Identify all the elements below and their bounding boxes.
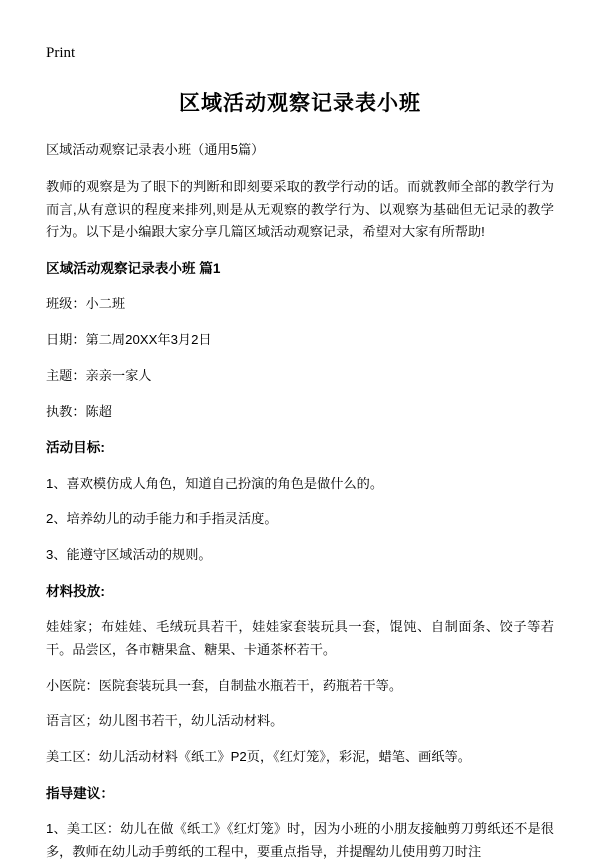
print-link[interactable]: Print — [46, 45, 76, 61]
goals-heading: 活动目标: — [46, 440, 105, 456]
goal-item: 3、能遵守区域活动的规则。 — [46, 547, 212, 563]
guidance-item: 1、美工区：幼儿在做《纸工》《红灯笼》时，因为小班的小朋友接触剪刀剪纸还不是很多，教师在幼儿动手剪纸的工程中，要重点指导，并提醒幼儿使用剪刀时注 — [46, 821, 554, 859]
goal-item: 2、培养幼儿的动手能力和手指灵活度。 — [46, 511, 278, 527]
section-heading-1: 区域活动观察记录表小班 篇1 — [46, 261, 221, 277]
record-field-date: 日期：第二周20XX年3月2日 — [46, 332, 212, 348]
record-field-class: 班级：小二班 — [46, 296, 126, 312]
guidance-heading: 指导建议： — [46, 785, 114, 801]
page-title: 区域活动观察记录表小班 — [179, 92, 421, 115]
document-subtitle: 区域活动观察记录表小班（通用5篇） — [46, 142, 265, 158]
material-item: 娃娃家；布娃娃、毛绒玩具若干，娃娃家套装玩具一套，馄饨、自制面条、饺子等若干。品尝区，各市糖果盒、糖果、卡通茶杯若干。 — [46, 619, 554, 657]
material-item: 美工区：幼儿活动材料《纸工》P2页，《红灯笼》，彩泥，蜡笔、画纸等。 — [46, 748, 471, 764]
document-intro: 教师的观察是为了眼下的判断和即刻要采取的教学行动的话。而就教师全部的教学行为而言,从有意识的程度来排列,则是从无观察的教学行为、以观察为基础但无记录的教学行为。以下是小编跟大家分享几篇区域活动观察记录，希望对大家有所帮助! — [46, 179, 554, 240]
record-field-teacher: 执教：陈超 — [46, 403, 112, 419]
record-field-theme: 主题：亲亲一家人 — [46, 367, 152, 383]
material-item: 语言区；幼儿图书若干，幼儿活动材料。 — [46, 713, 284, 729]
materials-heading: 材料投放: — [46, 583, 105, 599]
goal-item: 1、喜欢模仿成人角色，知道自己扮演的角色是做什么的。 — [46, 475, 384, 491]
material-item: 小医院：医院套装玩具一套，自制盐水瓶若干，药瓶若干等。 — [46, 677, 403, 693]
